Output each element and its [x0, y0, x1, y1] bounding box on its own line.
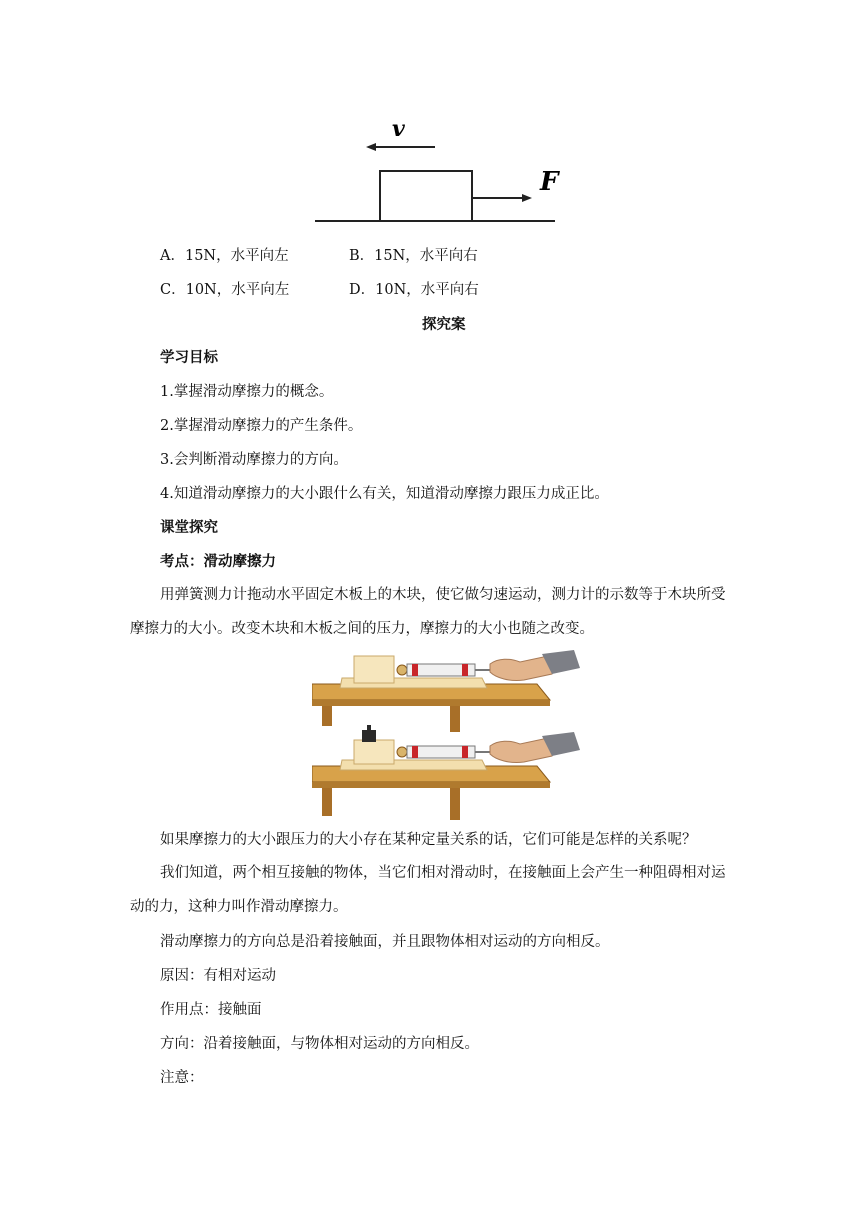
goal-item: 3.会判断滑动摩擦力的方向。 — [160, 452, 348, 468]
option-b: B．15N，水平向右 — [349, 248, 478, 264]
force-diagram — [300, 110, 570, 230]
cause-line: 原因：有相对运动 — [160, 968, 276, 984]
velocity-label: v — [392, 116, 405, 142]
block — [380, 171, 472, 221]
point-line: 作用点：接触面 — [160, 1002, 262, 1018]
goals-heading: 学习目标 — [160, 349, 218, 366]
goal-item: 2.掌握滑动摩擦力的产生条件。 — [160, 418, 363, 434]
wood-block-upper — [354, 656, 394, 683]
wood-block-lower — [354, 740, 394, 764]
table-lower — [312, 760, 550, 820]
hand-upper — [490, 650, 580, 681]
velocity-arrowhead — [366, 143, 376, 151]
goal-item: 1.掌握滑动摩擦力的概念。 — [160, 384, 334, 400]
direction-line: 方向：沿着接触面，与物体相对运动的方向相反。 — [160, 1036, 479, 1052]
hand-lower — [490, 732, 580, 763]
definition-paragraph: 我们知道，两个相互接触的物体，当它们相对滑动时，在接触面上会产生一种阻碍相对运动的力，这种力叫作滑动摩擦力。 — [130, 865, 726, 915]
weight-icon — [362, 725, 376, 742]
intro-paragraph: 用弹簧测力计拖动水平固定木板上的木块，使它做匀速运动，测力计的示数等于木块所受摩擦力的大小。改变木块和木板之间的压力，摩擦力的大小也随之改变。 — [130, 587, 726, 637]
spring-scale-lower — [397, 746, 490, 758]
note-line: 注意： — [160, 1070, 204, 1086]
option-c: C．10N，水平向左 — [160, 282, 290, 298]
topic-heading: 考点：滑动摩擦力 — [160, 553, 276, 570]
section-title: 探究案 — [422, 316, 466, 333]
goal-item: 4.知道滑动摩擦力的大小跟什么有关，知道滑动摩擦力跟压力成正比。 — [160, 486, 609, 502]
option-a: A．15N，水平向左 — [160, 248, 289, 264]
force-arrowhead — [522, 194, 532, 202]
experiment-illustration — [312, 650, 580, 820]
direction-statement: 滑动摩擦力的方向总是沿着接触面，并且跟物体相对运动的方向相反。 — [160, 934, 610, 950]
table-upper — [312, 678, 550, 732]
spring-scale-upper — [397, 664, 490, 676]
question-paragraph: 如果摩擦力的大小跟压力的大小存在某种定量关系的话，它们可能是怎样的关系呢？ — [160, 832, 697, 848]
option-d: D．10N，水平向右 — [349, 282, 479, 298]
force-label: F — [540, 167, 559, 197]
classroom-heading: 课堂探究 — [160, 519, 218, 536]
